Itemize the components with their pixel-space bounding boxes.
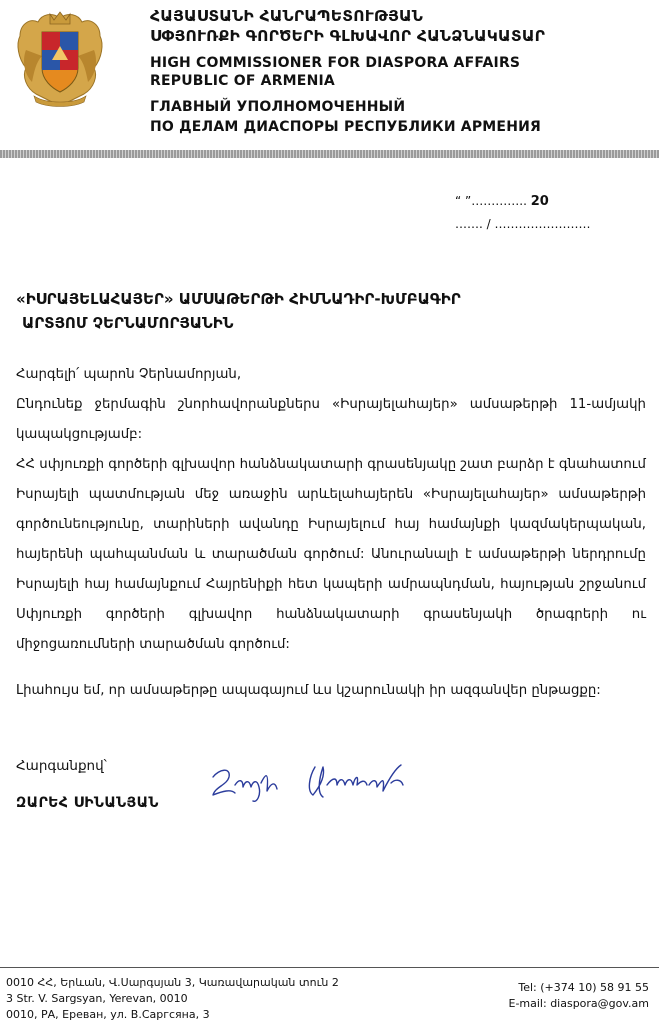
header-russian-line: ПО ДЕЛАМ ДИАСПОРЫ РЕСПУБЛИКИ АРМЕНИЯ — [150, 119, 542, 135]
signer-name: ԶԱՐԵՀ ՍԻՆԱՆՅԱՆ — [16, 795, 159, 811]
footer-address-line: 0010, РА, Ереван, ул. В.Саргсяна, 3 — [6, 1008, 210, 1021]
header-armenian-line: ՀԱՅԱՍՏԱՆԻ ՀԱՆՐԱՊԵՏՈՒԹՅԱՆ — [150, 7, 424, 25]
footer-address-line: 0010 ՀՀ, Երևան, Վ.Սարգսյան 3, Կառավարական տուն 2 — [6, 976, 339, 989]
addressee — [16, 287, 461, 335]
letter-body — [16, 360, 646, 706]
date-block — [455, 190, 591, 235]
coat-of-arms-emblem — [12, 10, 108, 110]
reference-number-line: ……. / …………………… — [455, 217, 591, 231]
footer-contact — [509, 980, 650, 1012]
handwritten-signature — [205, 755, 425, 815]
date-line — [455, 190, 591, 213]
letter-paragraph: Ընդունեք ջերմագին շնորհավորանքներս «Իսրայելահայեր» ամսաթերթի 11-ամյակի կապակցությամբ: — [16, 397, 646, 442]
footer-divider — [0, 967, 659, 968]
header-english — [150, 54, 520, 90]
footer-email: E-mail: diaspora@gov.am — [508, 997, 649, 1010]
date-placeholder: “ ”………….. — [455, 194, 531, 208]
footer-address — [6, 975, 339, 1023]
addressee-name: ԱՐՏՅՈՄ ՉԵՐՆԱՄՈՐՅԱՆԻՆ — [22, 314, 234, 332]
addressee-title: «ԻՍՐԱՅԵԼԱՀԱՅԵՐ» ԱՄՍԱԹԵՐԹԻ ՀԻՄՆԱԴԻՐ-ԽՄԲԱԳԻՐ — [16, 290, 461, 308]
letter-paragraph: ՀՀ սփյուռքի գործերի գլխավոր հանձնակատարի գրասենյակը շատ բարձր է գնահատում Իսրայելի պատմության մեջ առաջին արևելահայերեն «Իսրայելահայեր» ամսաթերթի գործունեությունը, տարիների ավանդը Իսրայելում հայ համայնքի կազմակերպական, հայերենի պահպանման և տարածման գործում: Անուրանալի է ամսաթերթի ներդրումը Իսրայելի հայ համայնքում Հայրենիքի հետ կապերի ամրապնդման, հայության շրջանում Սփյուռքի գործերի գլխավոր հանձնակատարի գրասենյակի ծրագրերի ու միջոցառումների տարածման գործում: — [16, 457, 646, 652]
footer-address-line: 3 Str. V. Sargsyan, Yerevan, 0010 — [6, 992, 188, 1005]
letter-paragraph: Լիահույս եմ, որ ամսաթերթը ապագայում ևս կշարունակի իր ազգանվեր ընթացքը: — [16, 683, 601, 698]
salutation: Հարգելի՛ պարոն Չերնամորյան, — [16, 367, 242, 382]
header-divider — [0, 150, 659, 158]
footer-phone: Tel: (+374 10) 58 91 55 — [518, 981, 649, 994]
date-year: 20 — [530, 194, 549, 209]
closing-phrase: Հարգանքով՝ — [16, 758, 107, 774]
header-russian-line: ГЛАВНЫЙ УПОЛНОМОЧЕННЫЙ — [150, 99, 406, 115]
header-russian — [150, 97, 541, 137]
header-english-line: HIGH COMMISSIONER FOR DIASPORA AFFAIRS — [150, 55, 521, 71]
header-armenian-line: ՍՓՅՈՒՌՔԻ ԳՈՐԾԵՐԻ ԳԼԽԱՎՈՐ ՀԱՆՁՆԱԿԱՏԱՐ — [150, 27, 546, 45]
header-armenian — [150, 6, 545, 46]
header-english-line: REPUBLIC OF ARMENIA — [150, 73, 335, 89]
